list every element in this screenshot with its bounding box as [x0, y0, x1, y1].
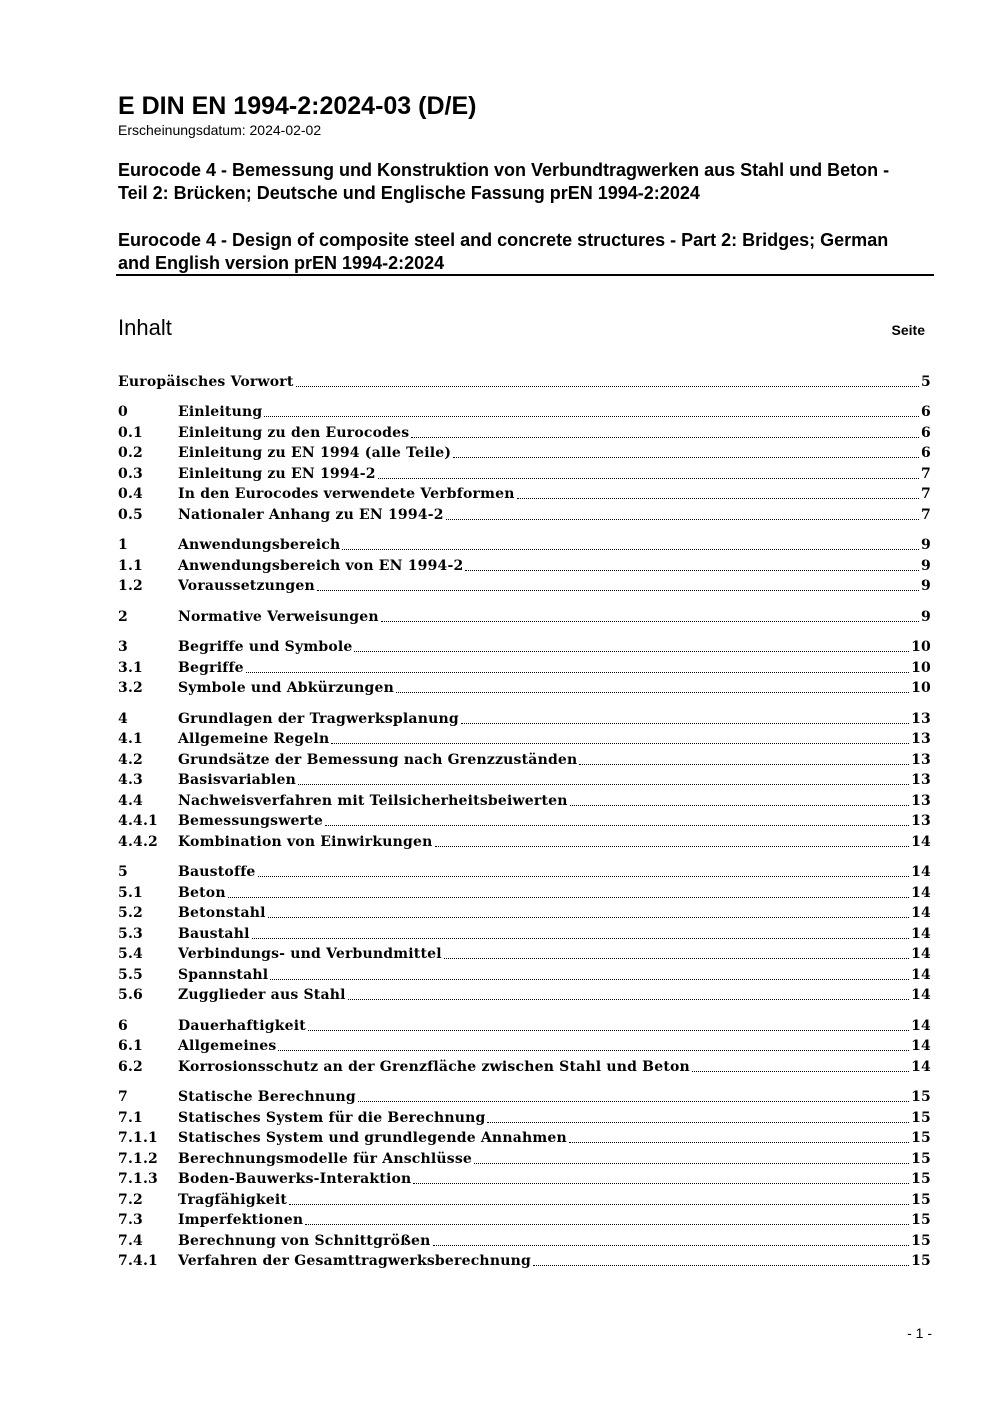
- toc-entry[interactable]: [118, 504, 931, 525]
- toc-dot-leader: [446, 519, 919, 520]
- toc-dot-leader: [252, 938, 910, 939]
- toc-entry-page: 15: [911, 1109, 931, 1126]
- toc-entry-page: 13: [911, 710, 931, 727]
- toc-entry[interactable]: [118, 484, 931, 505]
- toc-dot-leader: [487, 1122, 909, 1123]
- toc-entry-number: 6.2: [118, 1058, 143, 1075]
- toc-entry-number: 4.3: [118, 772, 143, 788]
- toc-entry-number: 7: [118, 1089, 128, 1105]
- toc-entry-title: Basisvariablen: [178, 772, 296, 788]
- toc-entry-page: 14: [911, 966, 931, 983]
- toc-entry-page: 10: [911, 639, 931, 655]
- toc-entry-page: 14: [911, 864, 931, 880]
- toc-dot-leader: [246, 672, 909, 673]
- toc-dot-leader: [517, 498, 919, 499]
- toc-entry[interactable]: [118, 606, 931, 627]
- toc-entry[interactable]: [118, 422, 931, 443]
- toc-entry-title: Betonstahl: [178, 905, 266, 921]
- toc-entry-number: 7.1.3: [118, 1171, 158, 1187]
- toc-entry-number: 5.4: [118, 946, 143, 962]
- toc-dot-leader: [270, 979, 909, 980]
- toc-entry-number: 4.4.1: [118, 813, 158, 829]
- toc-entry[interactable]: [118, 637, 931, 658]
- toc-entry-page: 5: [921, 373, 931, 390]
- toc-entry-page: 6: [921, 445, 931, 461]
- toc-entry[interactable]: [118, 371, 931, 392]
- toc-entry-page: 6: [921, 404, 931, 420]
- toc-dot-leader: [570, 805, 909, 806]
- toc-entry-page: 13: [911, 792, 931, 809]
- toc-entry-number: 7.1: [118, 1109, 143, 1126]
- toc-entry[interactable]: [118, 657, 931, 678]
- toc-entry-number: 0: [118, 404, 128, 420]
- toc-dot-leader: [305, 1224, 909, 1225]
- toc-dot-leader: [296, 386, 920, 387]
- toc-entry[interactable]: [118, 1107, 931, 1128]
- toc-dot-leader: [533, 1265, 909, 1266]
- toc-entry-number: 0.1: [118, 424, 143, 441]
- toc-dot-leader: [435, 846, 910, 847]
- toc-entry-title: Einleitung zu EN 1994 (alle Teile): [178, 445, 452, 461]
- toc-dot-leader: [348, 999, 909, 1000]
- toc-entry-number: 7.4.1: [118, 1253, 158, 1269]
- toc-entry-page: 6: [921, 424, 931, 441]
- toc-entry-page: 15: [911, 1232, 931, 1249]
- toc-dot-leader: [342, 549, 919, 550]
- toc-entry-title: Zugglieder aus Stahl: [178, 987, 346, 1003]
- toc-dot-leader: [453, 457, 919, 458]
- toc-entry-title: Statisches System und grundlegende Annahmen: [178, 1130, 567, 1146]
- toc-entry[interactable]: [118, 831, 931, 852]
- toc-entry-page: 14: [911, 884, 931, 901]
- toc-entry-number: 5.5: [118, 966, 143, 983]
- toc-entry[interactable]: [118, 882, 931, 903]
- toc-entry-page: 15: [911, 1212, 931, 1228]
- toc-entry-title: Baustahl: [178, 925, 250, 942]
- toc-entry[interactable]: [118, 1169, 931, 1190]
- toc-entry[interactable]: [118, 749, 931, 770]
- toc-dot-leader: [381, 621, 919, 622]
- toc-entry-page: 13: [911, 772, 931, 788]
- toc-entry-page: 9: [921, 537, 931, 553]
- toc-entry[interactable]: [118, 1251, 931, 1272]
- toc-entry-number: 0.4: [118, 486, 143, 502]
- toc-entry-page: 14: [911, 905, 931, 921]
- toc-dot-leader: [268, 917, 909, 918]
- toc-entry-title: Voraussetzungen: [178, 578, 315, 594]
- toc-entry-page: 15: [911, 1150, 931, 1167]
- toc-entry[interactable]: [118, 944, 931, 965]
- toc-entry-number: 0.5: [118, 506, 143, 523]
- toc-dot-leader: [465, 570, 919, 571]
- toc-entry[interactable]: [118, 402, 931, 423]
- toc-entry[interactable]: [118, 1210, 931, 1231]
- toc-entry-title: Begriffe und Symbole: [178, 639, 353, 655]
- toc-entry-title: Verfahren der Gesamttragwerksberechnung: [178, 1253, 531, 1269]
- toc-entry-page: 14: [911, 833, 931, 850]
- toc-entry-page: 14: [911, 925, 931, 942]
- toc-entry-title: Statisches System für die Berechnung: [178, 1109, 486, 1126]
- toc-entry-number: 3: [118, 639, 128, 655]
- toc-entry-number: 7.4: [118, 1232, 143, 1249]
- toc-page-label: Seite: [891, 322, 925, 338]
- toc-entry-number: 5.3: [118, 925, 143, 942]
- toc-entry[interactable]: [118, 1148, 931, 1169]
- toc-entry-number: 4.2: [118, 751, 143, 768]
- toc-entry-title: Grundsätze der Bemessung nach Grenzzuständen: [178, 751, 578, 768]
- toc-entry-number: 0.3: [118, 465, 143, 482]
- toc-dot-leader: [317, 590, 919, 591]
- toc-entry-title: Korrosionsschutz an der Grenzfläche zwischen Stahl und Beton: [178, 1058, 690, 1075]
- toc-dot-leader: [264, 416, 919, 417]
- toc-dot-leader: [378, 478, 919, 479]
- toc-entry[interactable]: [118, 923, 931, 944]
- toc-entry-number: 5: [118, 864, 128, 880]
- toc-entry-title: In den Eurocodes verwendete Verbformen: [178, 486, 515, 502]
- toc-entry-title: Einleitung zu EN 1994-2: [178, 465, 376, 482]
- toc-entry-number: 5.1: [118, 884, 143, 901]
- toc-dot-leader: [325, 825, 909, 826]
- toc-entry[interactable]: [118, 678, 931, 699]
- toc-entry-title: Begriffe: [178, 659, 244, 676]
- toc-dot-leader: [474, 1163, 909, 1164]
- toc-entry-page: 15: [911, 1130, 931, 1146]
- toc-entry-title: Symbole und Abkürzungen: [178, 680, 394, 696]
- toc-entry-number: 0.2: [118, 445, 143, 461]
- toc-entry[interactable]: [118, 443, 931, 464]
- toc-entry-title: Allgemeines: [178, 1038, 277, 1054]
- toc-entry-page: 9: [921, 608, 931, 625]
- table-of-contents: [118, 371, 931, 1271]
- toc-entry[interactable]: [118, 770, 931, 791]
- toc-entry-page: 14: [911, 987, 931, 1003]
- toc-entry-page: 7: [921, 465, 931, 482]
- toc-entry-title: Einleitung zu den Eurocodes: [178, 424, 410, 441]
- toc-entry-number: 1.1: [118, 557, 143, 574]
- page-number: - 1 -: [907, 1325, 932, 1341]
- toc-entry-page: 10: [911, 659, 931, 676]
- toc-entry-title: Anwendungsbereich von EN 1994-2: [178, 557, 464, 574]
- toc-entry-page: 15: [911, 1191, 931, 1208]
- toc-heading: Inhalt: [118, 315, 172, 340]
- toc-entry-page: 14: [911, 1017, 931, 1034]
- toc-entry-title: Berechnungsmodelle für Anschlüsse: [178, 1150, 473, 1167]
- toc-entry[interactable]: [118, 555, 931, 576]
- toc-entry[interactable]: [118, 985, 931, 1006]
- toc-dot-leader: [354, 651, 909, 652]
- toc-entry-page: 13: [911, 751, 931, 768]
- toc-entry-number: 4: [118, 710, 128, 727]
- toc-entry[interactable]: [118, 535, 931, 556]
- toc-entry-number: 1: [118, 537, 128, 553]
- toc-entry-title: Allgemeine Regeln: [178, 731, 330, 747]
- toc-entry-page: 15: [911, 1171, 931, 1187]
- toc-entry-title: Einleitung: [178, 404, 263, 420]
- toc-entry[interactable]: [118, 729, 931, 750]
- toc-entry-title: Baustoffe: [178, 864, 256, 880]
- publication-date: Erscheinungsdatum: 2024-02-02: [118, 122, 322, 138]
- toc-entry-page: 7: [921, 486, 931, 502]
- toc-entry-title: Normative Verweisungen: [178, 608, 379, 625]
- toc-entry[interactable]: [118, 708, 931, 729]
- toc-dot-leader: [413, 1183, 909, 1184]
- toc-entry-number: 6: [118, 1017, 128, 1034]
- toc-dot-leader: [228, 897, 909, 898]
- toc-entry-number: 4.4.2: [118, 833, 158, 850]
- toc-entry-page: 15: [911, 1089, 931, 1105]
- toc-entry-title: Imperfektionen: [178, 1212, 304, 1228]
- toc-entry[interactable]: [118, 903, 931, 924]
- toc-entry-number: 5.2: [118, 905, 143, 921]
- toc-entry-number: 2: [118, 608, 128, 625]
- toc-entry-page: 14: [911, 946, 931, 962]
- toc-dot-leader: [396, 692, 909, 693]
- toc-entry-page: 14: [911, 1058, 931, 1075]
- toc-dot-leader: [569, 1142, 909, 1143]
- toc-dot-leader: [461, 723, 909, 724]
- toc-entry-number: 4.4: [118, 792, 143, 809]
- toc-dot-leader: [258, 876, 910, 877]
- toc-dot-leader: [358, 1101, 909, 1102]
- toc-entry[interactable]: [118, 463, 931, 484]
- toc-dot-leader: [289, 1204, 909, 1205]
- toc-entry[interactable]: [118, 811, 931, 832]
- toc-entry-title: Grundlagen der Tragwerksplanung: [178, 710, 459, 727]
- toc-entry-number: 7.2: [118, 1191, 143, 1208]
- toc-entry-page: 14: [911, 1038, 931, 1054]
- toc-entry[interactable]: [118, 790, 931, 811]
- toc-dot-leader: [433, 1245, 910, 1246]
- toc-entry-page: 13: [911, 813, 931, 829]
- toc-entry-title: Bemessungswerte: [178, 813, 323, 829]
- toc-dot-leader: [298, 784, 909, 785]
- toc-entry-number: 4.1: [118, 731, 143, 747]
- document-title: E DIN EN 1994-2:2024-03 (D/E): [118, 92, 477, 120]
- toc-entry-title: Anwendungsbereich: [178, 537, 341, 553]
- toc-entry-title: Statische Berechnung: [178, 1089, 356, 1105]
- toc-entry-page: 9: [921, 557, 931, 574]
- toc-entry[interactable]: [118, 576, 931, 597]
- toc-dot-leader: [308, 1030, 909, 1031]
- toc-entry-number: 6.1: [118, 1038, 143, 1054]
- toc-entry-number: 7.3: [118, 1212, 143, 1228]
- toc-entry-title: Kombination von Einwirkungen: [178, 833, 433, 850]
- toc-entry[interactable]: [118, 1015, 931, 1036]
- toc-dot-leader: [692, 1071, 909, 1072]
- toc-entry-title: Nationaler Anhang zu EN 1994-2: [178, 506, 444, 523]
- toc-entry[interactable]: [118, 1087, 931, 1108]
- toc-entry-page: 15: [911, 1253, 931, 1269]
- title-german: Eurocode 4 - Bemessung und Konstruktion von Verbundtragwerken aus Stahl und Beton - Teil 2: Brücken; Deutsche und Englische Fassung prEN 1994-2:2024: [118, 160, 890, 203]
- toc-entry[interactable]: [118, 1056, 931, 1077]
- toc-dot-leader: [278, 1050, 909, 1051]
- toc-dot-leader: [411, 437, 919, 438]
- toc-entry-number: 7.1.2: [118, 1150, 158, 1167]
- toc-entry-number: 7.1.1: [118, 1130, 158, 1146]
- toc-entry-number: 5.6: [118, 987, 143, 1003]
- toc-entry-title: Verbindungs- und Verbundmittel: [178, 946, 442, 962]
- toc-entry[interactable]: [118, 862, 931, 883]
- toc-entry-title: Berechnung von Schnittgrößen: [178, 1232, 431, 1249]
- toc-entry-title: Beton: [178, 884, 226, 901]
- toc-dot-leader: [579, 764, 909, 765]
- toc-entry-page: 9: [921, 578, 931, 594]
- toc-entry-title: Tragfähigkeit: [178, 1191, 288, 1208]
- toc-entry-title: Europäisches Vorwort: [118, 373, 294, 390]
- toc-entry-title: Dauerhaftigkeit: [178, 1017, 306, 1034]
- toc-entry[interactable]: [118, 964, 931, 985]
- toc-dot-leader: [444, 958, 909, 959]
- toc-entry-title: Nachweisverfahren mit Teilsicherheitsbeiwerten: [178, 792, 568, 809]
- toc-entry-title: Spannstahl: [178, 966, 269, 983]
- toc-entry-number: 3.2: [118, 680, 143, 696]
- toc-entry-number: 1.2: [118, 578, 143, 594]
- toc-entry[interactable]: [118, 1128, 931, 1149]
- toc-entry[interactable]: [118, 1189, 931, 1210]
- toc-entry-page: 10: [911, 680, 931, 696]
- toc-entry[interactable]: [118, 1230, 931, 1251]
- title-english: Eurocode 4 - Design of composite steel and concrete structures - Part 2: Bridges; German and English version prEN 1994-2:2024: [118, 230, 889, 273]
- toc-entry-page: 13: [911, 731, 931, 747]
- title-divider: [116, 274, 934, 276]
- toc-entry[interactable]: [118, 1036, 931, 1057]
- toc-entry-number: 3.1: [118, 659, 143, 676]
- toc-entry-title: Boden-Bauwerks-Interaktion: [178, 1171, 412, 1187]
- toc-entry-page: 7: [921, 506, 931, 523]
- toc-dot-leader: [331, 743, 909, 744]
